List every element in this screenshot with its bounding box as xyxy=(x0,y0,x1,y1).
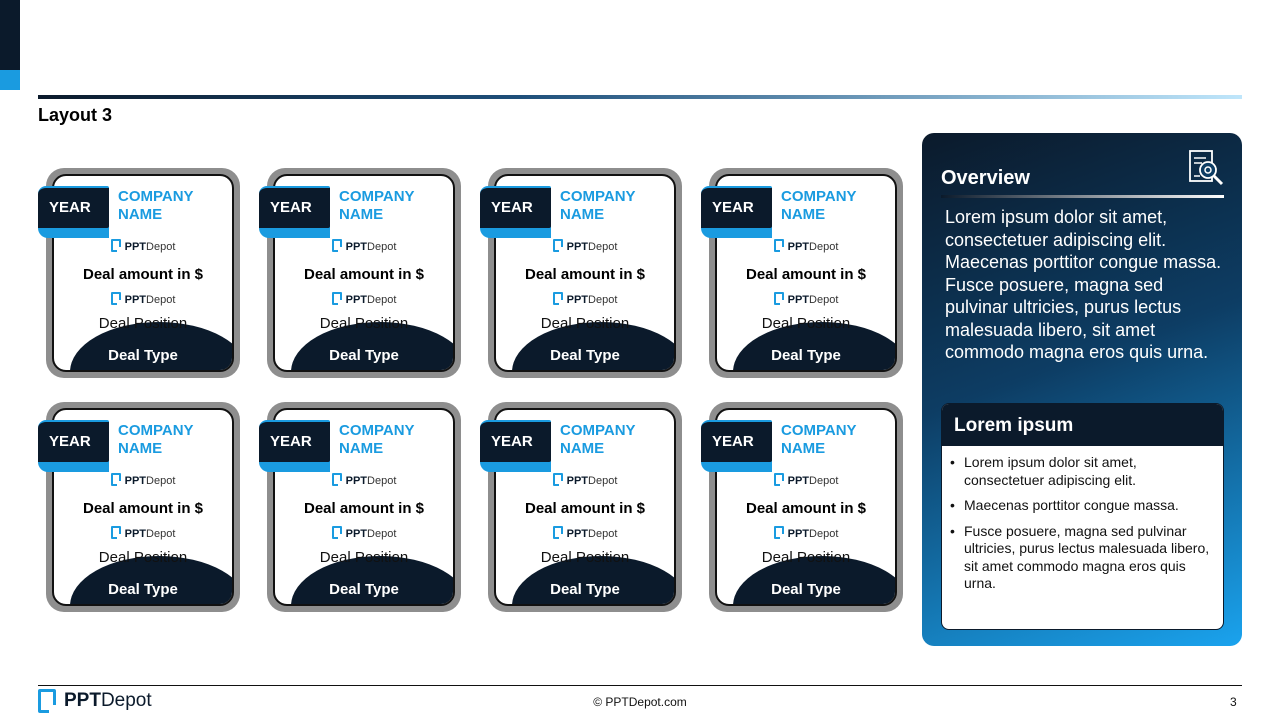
brand-logo xyxy=(273,526,455,540)
brand-regular: Depot xyxy=(588,294,618,306)
brand-bold: PPT xyxy=(124,528,147,540)
brand-bold: PPT xyxy=(787,528,810,540)
deal-position: Deal Position xyxy=(98,315,188,332)
deal-position: Deal Position xyxy=(98,549,188,566)
brand-logo xyxy=(715,292,897,306)
brand-bold: PPT xyxy=(345,294,368,306)
corner-accent-dark xyxy=(0,0,20,70)
brand-regular: Depot xyxy=(367,528,397,540)
footer-rule xyxy=(38,685,1242,686)
brand-regular: Depot xyxy=(588,475,618,487)
deal-position: Deal Position xyxy=(761,549,851,566)
brand-logo xyxy=(273,473,455,487)
brand-logo xyxy=(494,239,676,253)
deal-position: Deal Position xyxy=(540,315,630,332)
brand-logo xyxy=(273,292,455,306)
lorem-box xyxy=(941,403,1224,630)
deal-type: Deal Type xyxy=(771,347,841,364)
deal-type: Deal Type xyxy=(771,581,841,598)
year-label: YEAR xyxy=(701,186,772,228)
brand-logo xyxy=(52,473,234,487)
brand-regular: Depot xyxy=(588,241,618,253)
corner-accent-blue xyxy=(0,70,20,90)
year-tab xyxy=(701,186,772,230)
year-label: YEAR xyxy=(480,420,551,462)
page-title: Layout 3 xyxy=(38,105,113,125)
footer-brand-regular: Depot xyxy=(100,690,152,711)
year-label: YEAR xyxy=(38,420,109,462)
brand-logo-icon xyxy=(111,239,121,252)
deal-card xyxy=(38,168,232,378)
brand-logo-icon xyxy=(111,526,121,539)
deal-type: Deal Type xyxy=(108,347,178,364)
brand-bold: PPT xyxy=(124,241,147,253)
brand-logo-icon xyxy=(553,473,563,486)
overview-body: Lorem ipsum dolor sit amet, consectetuer adipiscing elit. Maecenas porttitor congue massa. Fusce posuere, magna sed pulvinar ultricies, purus lectus malesuada libero, sit amet commodo magna eros quis urna. xyxy=(945,207,1222,362)
year-label: YEAR xyxy=(38,186,109,228)
deal-card xyxy=(259,402,453,612)
brand-logo-icon xyxy=(774,526,784,539)
year-label: YEAR xyxy=(259,186,330,228)
company-name: COMPANY NAME xyxy=(560,188,636,223)
brand-logo-icon xyxy=(332,526,342,539)
deal-position: Deal Position xyxy=(540,549,630,566)
deal-card xyxy=(480,168,674,378)
year-tab xyxy=(701,420,772,464)
deal-type: Deal Type xyxy=(329,347,399,364)
brand-regular: Depot xyxy=(809,528,839,540)
year-label: YEAR xyxy=(701,420,772,462)
corner-accent xyxy=(0,0,20,90)
brand-logo xyxy=(494,526,676,540)
brand-bold: PPT xyxy=(566,528,589,540)
deal-card xyxy=(701,168,895,378)
brand-logo xyxy=(494,473,676,487)
deal-type: Deal Type xyxy=(550,347,620,364)
company-name: COMPANY NAME xyxy=(339,188,415,223)
year-tab xyxy=(259,420,330,464)
brand-logo xyxy=(273,239,455,253)
brand-logo-icon xyxy=(332,239,342,252)
deal-type: Deal Type xyxy=(329,581,399,598)
brand-bold: PPT xyxy=(566,241,589,253)
company-name: COMPANY NAME xyxy=(560,422,636,457)
deal-amount: Deal amount in $ xyxy=(303,266,425,283)
brand-regular: Depot xyxy=(367,475,397,487)
brand-logo-icon xyxy=(774,473,784,486)
deal-amount: Deal amount in $ xyxy=(303,500,425,517)
year-tab xyxy=(259,186,330,230)
brand-regular: Depot xyxy=(146,528,176,540)
brand-bold: PPT xyxy=(566,294,589,306)
deal-position: Deal Position xyxy=(319,315,409,332)
brand-bold: PPT xyxy=(787,475,810,487)
year-tab xyxy=(480,186,551,230)
bullet-item: • Fusce posuere, magna sed pulvinar ultricies, purus lectus malesuada libero, sit amet commodo magna eros quis urna. xyxy=(950,523,1211,593)
brand-logo xyxy=(715,239,897,253)
bullet-item: • Maecenas porttitor congue massa. xyxy=(950,497,1211,515)
brand-logo xyxy=(52,239,234,253)
copyright: © PPTDepot.com xyxy=(593,695,687,709)
brand-logo-icon xyxy=(111,292,121,305)
year-label: YEAR xyxy=(480,186,551,228)
brand-logo-icon xyxy=(553,526,563,539)
title-rule xyxy=(38,95,1242,99)
company-name: COMPANY NAME xyxy=(339,422,415,457)
brand-bold: PPT xyxy=(787,241,810,253)
deal-amount: Deal amount in $ xyxy=(82,266,204,283)
brand-logo-icon xyxy=(332,292,342,305)
brand-regular: Depot xyxy=(809,241,839,253)
deal-amount: Deal amount in $ xyxy=(524,500,646,517)
page-number: 3 xyxy=(1230,695,1237,709)
brand-logo xyxy=(494,292,676,306)
lorem-box-title: Lorem ipsum xyxy=(942,404,1223,446)
deal-card xyxy=(480,402,674,612)
deal-card xyxy=(701,402,895,612)
brand-bold: PPT xyxy=(566,475,589,487)
company-name: COMPANY NAME xyxy=(781,422,857,457)
brand-logo xyxy=(715,526,897,540)
deal-amount: Deal amount in $ xyxy=(745,500,867,517)
brand-regular: Depot xyxy=(146,294,176,306)
deal-card xyxy=(259,168,453,378)
deal-amount: Deal amount in $ xyxy=(524,266,646,283)
brand-logo xyxy=(715,473,897,487)
brand-logo xyxy=(52,292,234,306)
overview-panel xyxy=(922,133,1242,646)
company-name: COMPANY NAME xyxy=(118,188,194,223)
company-name: COMPANY NAME xyxy=(118,422,194,457)
brand-regular: Depot xyxy=(809,294,839,306)
brand-bold: PPT xyxy=(124,475,147,487)
brand-logo xyxy=(52,526,234,540)
deal-type: Deal Type xyxy=(108,581,178,598)
year-label: YEAR xyxy=(259,420,330,462)
overview-rule xyxy=(941,195,1224,198)
deal-amount: Deal amount in $ xyxy=(82,500,204,517)
company-name: COMPANY NAME xyxy=(781,188,857,223)
footer-brand-bold: PPT xyxy=(64,690,101,711)
year-tab xyxy=(480,420,551,464)
brand-logo-icon xyxy=(553,292,563,305)
deal-type: Deal Type xyxy=(550,581,620,598)
brand-regular: Depot xyxy=(146,241,176,253)
brand-regular: Depot xyxy=(367,294,397,306)
brand-bold: PPT xyxy=(124,294,147,306)
brand-logo-icon xyxy=(332,473,342,486)
year-tab xyxy=(38,420,109,464)
brand-bold: PPT xyxy=(345,528,368,540)
brand-regular: Depot xyxy=(367,241,397,253)
overview-title: Overview xyxy=(941,167,1030,189)
brand-logo-icon xyxy=(774,292,784,305)
brand-logo-icon xyxy=(553,239,563,252)
deal-position: Deal Position xyxy=(761,315,851,332)
deal-card xyxy=(38,402,232,612)
brand-regular: Depot xyxy=(809,475,839,487)
brand-bold: PPT xyxy=(787,294,810,306)
brand-bold: PPT xyxy=(345,475,368,487)
bullet-list xyxy=(942,446,1223,593)
brand-regular: Depot xyxy=(588,528,618,540)
bullet-item: • Lorem ipsum dolor sit amet, consectetuer adipiscing elit. xyxy=(950,454,1211,489)
deal-position: Deal Position xyxy=(319,549,409,566)
brand-bold: PPT xyxy=(345,241,368,253)
brand-logo-icon xyxy=(111,473,121,486)
brand-logo-icon xyxy=(774,239,784,252)
year-tab xyxy=(38,186,109,230)
deal-amount: Deal amount in $ xyxy=(745,266,867,283)
brand-regular: Depot xyxy=(146,475,176,487)
document-search-icon xyxy=(1186,149,1226,189)
